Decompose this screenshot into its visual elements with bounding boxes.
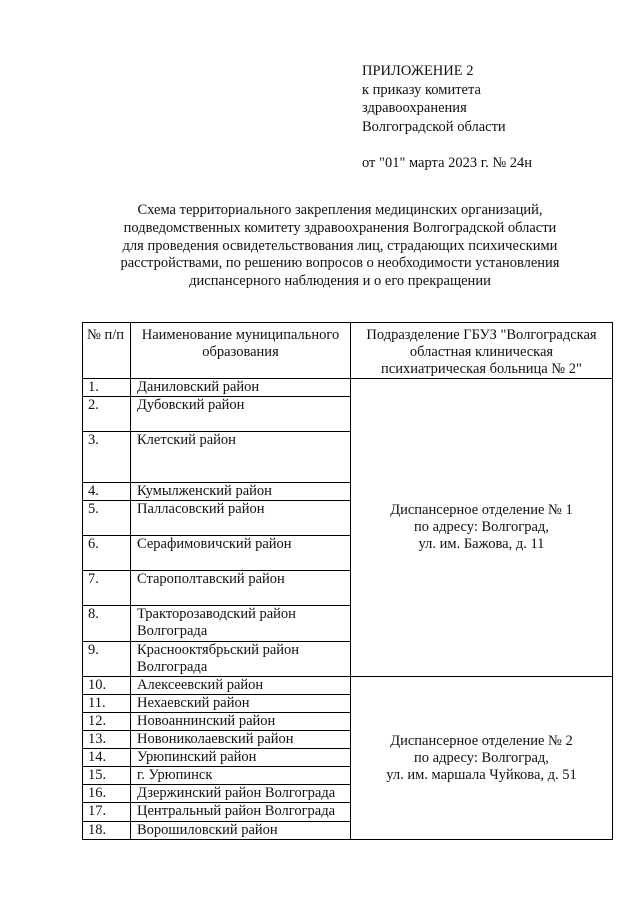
municipality-name bbox=[131, 571, 351, 606]
header-name-line: образования bbox=[202, 344, 279, 360]
municipality-name-line: Нехаевский район bbox=[137, 695, 250, 711]
row-number: 3. bbox=[83, 432, 131, 483]
municipality-name-line: Алексеевский район bbox=[137, 677, 264, 693]
municipality-name-line: Дзержинский район Волгограда bbox=[137, 785, 336, 801]
heading-line: Схема территориального закрепления медицинских организаций, bbox=[137, 202, 543, 218]
department-line: по адресу: Волгоград, bbox=[414, 519, 549, 535]
header-name bbox=[131, 323, 351, 379]
municipality-name-line: Даниловский район bbox=[137, 379, 260, 395]
document-heading bbox=[70, 202, 610, 291]
heading-line: подведомственных комитету здравоохранения Волгоградской области bbox=[123, 219, 557, 236]
table-row bbox=[83, 677, 613, 695]
municipality-name bbox=[131, 501, 351, 536]
municipality-name-line: Старополтавский район bbox=[137, 571, 285, 587]
row-number: 16. bbox=[83, 785, 131, 803]
municipality-name-line: Серафимовичский район bbox=[137, 536, 292, 552]
row-number: 17. bbox=[83, 803, 131, 822]
department-line: Диспансерное отделение № 2 bbox=[390, 732, 573, 749]
municipality-name bbox=[131, 379, 351, 397]
row-number: 8. bbox=[83, 606, 131, 642]
municipality-name-line: г. Урюпинск bbox=[137, 767, 213, 783]
municipality-name-line: Палласовский район bbox=[137, 501, 265, 517]
heading-line: для проведения освидетельствования лиц, страдающих психическими bbox=[122, 237, 558, 254]
row-number: 2. bbox=[83, 397, 131, 432]
order-date: от "01" марта 2023 г. № 24н bbox=[362, 155, 533, 171]
row-number: 9. bbox=[83, 642, 131, 677]
municipality-name bbox=[131, 767, 351, 785]
department-cell bbox=[351, 677, 613, 840]
header-dept-line: Подразделение ГБУЗ "Волгоградская bbox=[366, 327, 597, 343]
municipality-name bbox=[131, 483, 351, 501]
municipality-name bbox=[131, 432, 351, 483]
municipality-name-line: Центральный район Волгограда bbox=[137, 803, 336, 819]
municipality-name bbox=[131, 642, 351, 677]
municipality-name-line: Краснооктябрьский район bbox=[137, 642, 300, 658]
municipality-name bbox=[131, 822, 351, 840]
municipality-name-line: Кумылженский район bbox=[137, 483, 272, 499]
municipality-name bbox=[131, 713, 351, 731]
municipality-name-line: Ворошиловский район bbox=[137, 822, 278, 838]
header-dept-line: психиатрическая больница № 2" bbox=[381, 361, 582, 377]
municipality-name bbox=[131, 606, 351, 642]
municipality-name-line: Дубовский район bbox=[137, 397, 245, 413]
row-number: 18. bbox=[83, 822, 131, 840]
department-line: Диспансерное отделение № 1 bbox=[390, 502, 573, 518]
department-line: по адресу: Волгоград, bbox=[414, 749, 549, 766]
header-dept-line: областная клиническая bbox=[409, 344, 554, 360]
row-number: 1. bbox=[83, 379, 131, 397]
heading-line: диспансерного наблюдения и о его прекращении bbox=[189, 273, 491, 290]
municipality-name-line: Тракторозаводский район bbox=[137, 606, 296, 622]
header-dept bbox=[351, 323, 613, 379]
table-header-row bbox=[83, 323, 613, 379]
row-number: 13. bbox=[83, 731, 131, 749]
municipality-name bbox=[131, 749, 351, 767]
row-number: 11. bbox=[83, 695, 131, 713]
table-row bbox=[83, 379, 613, 397]
assignment-table bbox=[82, 322, 613, 840]
municipality-name-line: Урюпинский район bbox=[137, 749, 257, 765]
row-number: 4. bbox=[83, 483, 131, 501]
header-num: № п/п bbox=[83, 323, 131, 379]
attachment-line: Волгоградской области bbox=[362, 118, 506, 135]
municipality-name bbox=[131, 677, 351, 695]
row-number: 6. bbox=[83, 536, 131, 571]
department-cell bbox=[351, 379, 613, 677]
row-number: 10. bbox=[83, 677, 131, 695]
department-line: ул. им. Бажова, д. 11 bbox=[418, 536, 545, 552]
municipality-name-line: Новониколаевский район bbox=[137, 731, 294, 747]
attachment-block bbox=[362, 62, 532, 173]
attachment-line: к приказу комитета bbox=[362, 81, 481, 98]
municipality-name-line: Клетский район bbox=[137, 432, 236, 448]
row-number: 7. bbox=[83, 571, 131, 606]
municipality-name bbox=[131, 536, 351, 571]
department-line: ул. им. маршала Чуйкова, д. 51 bbox=[386, 766, 577, 783]
heading-line: расстройствами, по решению вопросов о необходимости установления bbox=[120, 255, 560, 272]
municipality-name-line: Новоаннинский район bbox=[137, 713, 276, 729]
row-number: 15. bbox=[83, 767, 131, 785]
municipality-name bbox=[131, 397, 351, 432]
attachment-title: ПРИЛОЖЕНИЕ 2 bbox=[362, 63, 474, 79]
municipality-name-line: Волгограда bbox=[137, 623, 208, 639]
row-number: 12. bbox=[83, 713, 131, 731]
municipality-name bbox=[131, 731, 351, 749]
municipality-name bbox=[131, 803, 351, 822]
municipality-name bbox=[131, 785, 351, 803]
row-number: 5. bbox=[83, 501, 131, 536]
municipality-name bbox=[131, 695, 351, 713]
row-number: 14. bbox=[83, 749, 131, 767]
attachment-line: здравоохранения bbox=[362, 100, 467, 116]
header-name-line: Наименование муниципального bbox=[141, 327, 340, 343]
municipality-name-line: Волгограда bbox=[137, 659, 208, 675]
